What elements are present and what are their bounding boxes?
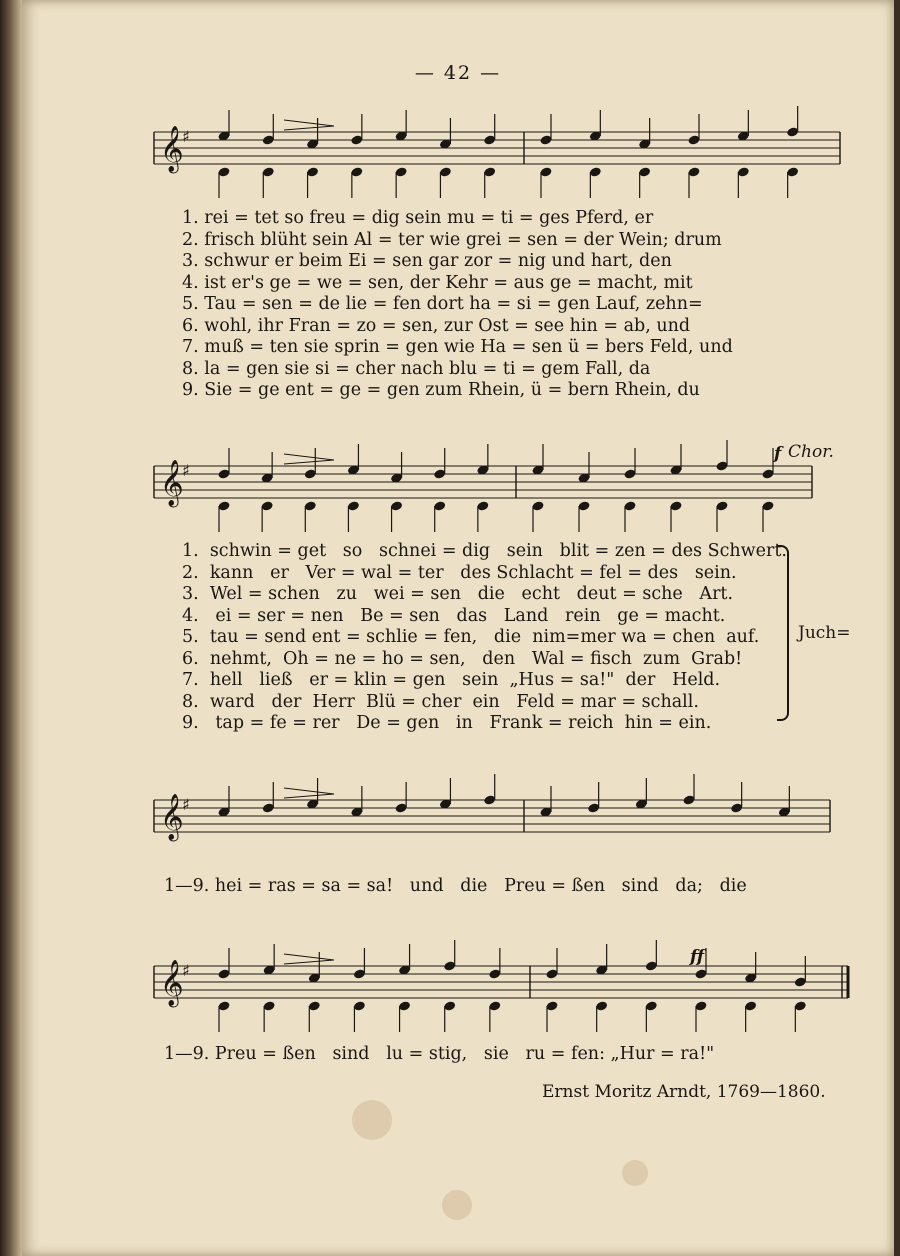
lyric-line: 4. ei = ser = nen Be = sen das Land rein ge = macht.: [182, 605, 726, 626]
key-signature-sharp-icon: ♯: [182, 961, 190, 980]
treble-clef-icon: 𝄞: [160, 460, 184, 506]
lyric-line: 9. Sie = ge ent = ge = gen zum Rhein, ü = bern Rhein, du: [182, 380, 700, 400]
lyric-line: 7. muß = ten sie sprin = gen wie Ha = sen ü = bers Feld, und: [182, 337, 733, 357]
treble-clef-icon: 𝄞: [160, 794, 184, 840]
key-signature-sharp-icon: ♯: [182, 461, 190, 480]
author-credit: Ernst Moritz Arndt, 1769—1860.: [542, 1082, 826, 1102]
lyric-line: 5. Tau = sen = de lie = fen dort ha = si = gen Lauf, zehn=: [182, 294, 703, 314]
treble-clef-icon: 𝄞: [160, 960, 184, 1006]
lyric-line: 1—9. hei = ras = sa = sa! und die Preu = ßen sind da; die: [164, 876, 747, 896]
forte-marking: f: [774, 444, 782, 464]
page-number: — 42 —: [414, 62, 502, 84]
lyric-line: 9. tap = fe = rer De = gen in Frank = reich hin = ein.: [182, 713, 712, 733]
chorus-lyrics-line-2: [164, 1044, 714, 1066]
verse-brace: [777, 545, 789, 721]
accent-mark: [284, 454, 334, 464]
book-page: [22, 0, 894, 1256]
juch-label: Juch=: [798, 623, 851, 643]
lyric-line: 1—9. Preu = ßen sind lu = stig, sie ru = fen: „Hur = ra!": [164, 1044, 715, 1064]
verse-lyrics-block-2: [182, 541, 787, 735]
lyric-line: 5. tau = send ent = schlie = fen, die nim=mer wa = chen auf.: [182, 627, 760, 647]
accent-mark: [284, 120, 334, 130]
lyric-line: 2. frisch blüht sein Al = ter wie grei = sen = der Wein; drum: [182, 229, 722, 250]
treble-clef-icon: 𝄞: [160, 126, 184, 172]
lyric-line: 3. schwur er beim Ei = sen gar zor = nig und hart, den: [182, 251, 672, 271]
fortissimo-marking: ff: [690, 947, 705, 967]
book-binding: [0, 0, 22, 1256]
lyric-line: 1. rei = tet so freu = dig sein mu = ti = ges Pferd, er: [182, 208, 654, 228]
chorus-label: Chor.: [788, 442, 834, 462]
lyric-line: 6. wohl, ihr Fran = zo = sen, zur Ost = see hin = ab, und: [182, 315, 691, 336]
lyric-line: 8. ward der Herr Blü = cher ein Feld = mar = schall.: [182, 691, 699, 712]
verse-lyrics-block-1: [182, 208, 832, 402]
lyric-line: 1. schwin = get so schnei = dig sein blit = zen = des Schwert.: [182, 541, 787, 561]
accent-mark: [284, 954, 334, 964]
accent-mark: [284, 788, 334, 798]
lyric-line: 6. nehmt, Oh = ne = ho = sen, den Wal = fisch zum Grab!: [182, 648, 743, 669]
lyric-line: 7. hell ließ er = klin = gen sein „Hus = sa!" der Held.: [182, 670, 721, 690]
lyric-line: 2. kann er Ver = wal = ter des Schlacht = fel = des sein.: [182, 562, 737, 583]
chorus-lyrics-line-1: [164, 876, 747, 898]
key-signature-sharp-icon: ♯: [182, 795, 190, 814]
lyric-line: 4. ist er's ge = we = sen, der Kehr = aus ge = macht, mit: [182, 272, 693, 293]
lyric-line: 8. la = gen sie si = cher nach blu = ti = gem Fall, da: [182, 358, 651, 379]
key-signature-sharp-icon: ♯: [182, 127, 190, 146]
lyric-line: 3. Wel = schen zu wei = sen die echt deut = sche Art.: [182, 584, 734, 604]
